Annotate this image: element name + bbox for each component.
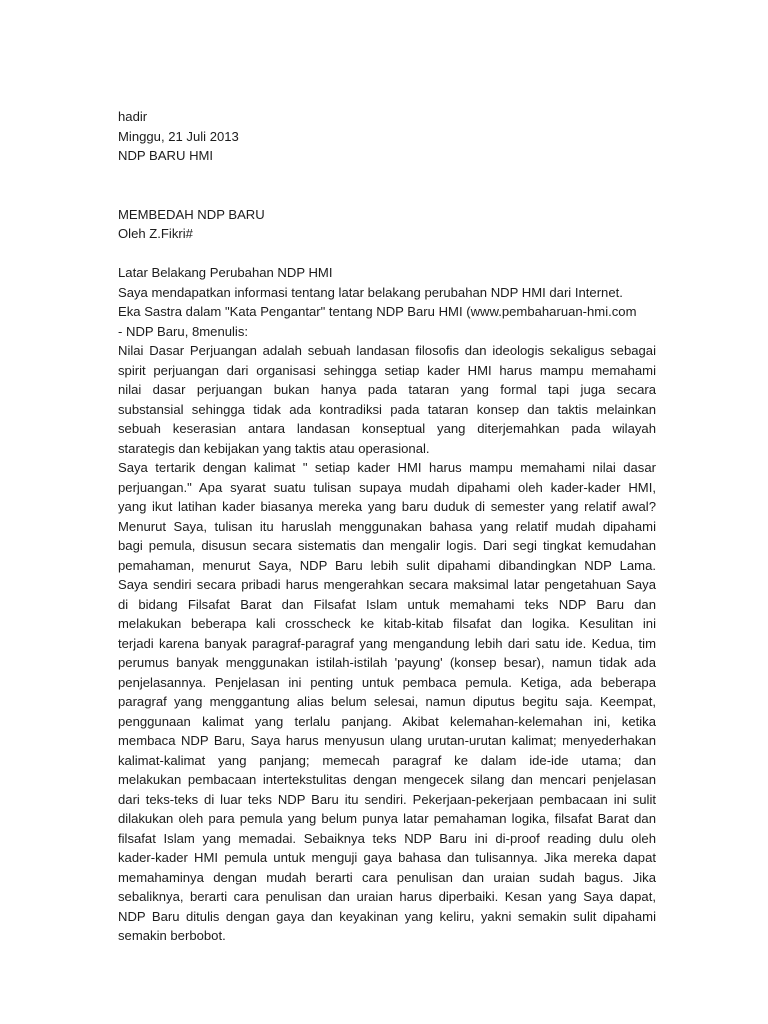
section-heading: Latar Belakang Perubahan NDP HMI: [118, 265, 333, 280]
body-line: terjadi karena banyak paragraf-paragraf yang mengandung lebih dari satu ide. Kedua, tim: [118, 635, 656, 651]
body-line: penggunaan kalimat yang terlalu panjang. Akibat kelemahan-kelemahan ini, ketika: [118, 713, 656, 729]
intro-line: Saya mendapatkan informasi tentang latar belakang perubahan NDP HMI dari Internet.: [118, 284, 623, 300]
intro-line: Eka Sastra dalam "Kata Pengantar" tentang NDP Baru HMI (www.pembaharuan-hmi.com: [118, 304, 637, 319]
intro-line: - NDP Baru, 8menulis:: [118, 323, 249, 339]
article-heading: [118, 205, 656, 244]
body-line: NDP Baru ditulis dengan gaya dan keyakinan yang keliru, yakni semakin sulit dipahami: [118, 908, 656, 924]
body-line: membaca NDP Baru, Saya harus menyusun ulang urutan-urutan kalimat; menyederhakan: [118, 733, 656, 748]
body-line: pemahaman, menurut Saya, NDP Baru lebih sulit dipahami dibandingkan NDP Lama.: [118, 557, 656, 573]
body-paragraph: [118, 458, 656, 946]
quote-line: spirit perjuangan dari organisasi sehingga setiap kader HMI harus mampu memahami: [118, 362, 656, 378]
body-line: Saya sendiri secara pribadi harus mengerahkan secara maksimal latar pengetahuan Saya: [118, 577, 656, 592]
body-line: filsafat Islam yang memadai. Sebaiknya teks NDP Baru ini di-proof reading dulu oleh: [118, 830, 656, 846]
body-line: sebaliknya, berarti cara penulisan dan uraian harus diperbaiki. Kesan yang Saya dapat,: [118, 889, 656, 904]
body-line: melakukan beberapa kali crosscheck ke kitab-kitab filsafat dan logika. Kesulitan ini: [118, 616, 656, 631]
body-line: perjuangan." Apa syarat suatu tulisan supaya mudah dipahami oleh kader-kader HMI,: [118, 479, 656, 495]
body-line: kader-kader HMI pemula untuk menguji gaya bahasa dan tulisannya. Jika mereka dapat: [118, 850, 656, 865]
body-line: paragraf yang menggantung alias belum selesai, namun diputus begitu saja. Keempat,: [118, 694, 656, 709]
quote-line: substansial sehingga tidak ada kontradiksi pada tataran konsep dan taktis melainkan: [118, 401, 656, 417]
body-line: memahaminya dengan mudah berarti cara penulisan dan uraian sudah bagus. Jika: [118, 869, 656, 885]
header-line-hadir: hadir: [118, 109, 148, 124]
document-page: [118, 107, 656, 946]
quote-line: nilai dasar perjuangan bukan hanya pada tataran yang formal tapi juga secara: [118, 382, 656, 397]
quote-line: sebuah keserasian antara landasan konseptual yang diterjemahkan pada wilayah: [118, 421, 656, 436]
body-line: yang ikut latihan kader biasanya mereka yang baru duduk di semester yang relatif awal?: [118, 499, 656, 514]
section-background: [118, 263, 656, 946]
body-line: Saya tertarik dengan kalimat " setiap kader HMI harus mampu memahami nilai dasar: [118, 460, 656, 475]
body-line: Menurut Saya, tulisan itu haruslah menggunakan bahasa yang relatif mudah dipahami: [118, 518, 656, 534]
body-line: semakin berbobot.: [118, 928, 226, 943]
intro-paragraph: [118, 283, 656, 342]
body-line: di bidang Filsafat Barat dan Filsafat Islam untuk memahami teks NDP Baru dan: [118, 596, 656, 612]
quote-line: starategis dan kebijakan yang taktis atau operasional.: [118, 440, 430, 456]
post-title: NDP BARU HMI: [118, 148, 214, 163]
body-line: bagi pemula, disusun secara sistematis dan mengalir logis. Dari segi tingkat kemudahan: [118, 538, 656, 553]
body-line: perumus banyak menggunakan istilah-istilah 'payung' (konsep besar), namun tidak ada: [118, 655, 656, 670]
post-header: [118, 107, 656, 166]
body-line: penjelasannya. Penjelasan ini penting untuk pembaca pemula. Ketiga, ada beberapa: [118, 674, 656, 690]
article-title: MEMBEDAH NDP BARU: [118, 206, 265, 222]
quote-paragraph: [118, 341, 656, 458]
body-line: dilakukan oleh para pemula yang belum punya latar pemahaman logika, filsafat Barat dan: [118, 811, 656, 826]
body-line: kalimat-kalimat yang panjang; memecah paragraf ke dalam ide-ide utama; dan: [118, 752, 656, 768]
post-date: Minggu, 21 Juli 2013: [118, 128, 239, 144]
body-line: melakukan pembacaan intertekstulitas dengan mengecek silang dan mencari penjelasan: [118, 772, 656, 787]
article-author: Oleh Z.Fikri#: [118, 226, 193, 241]
body-line: dari teks-teks di luar teks NDP Baru itu sendiri. Pekerjaan-pekerjaan pembacaan ini sulit: [118, 791, 656, 807]
quote-line: Nilai Dasar Perjuangan adalah sebuah landasan filosofis dan ideologis sekaligus sebagai: [118, 343, 656, 358]
